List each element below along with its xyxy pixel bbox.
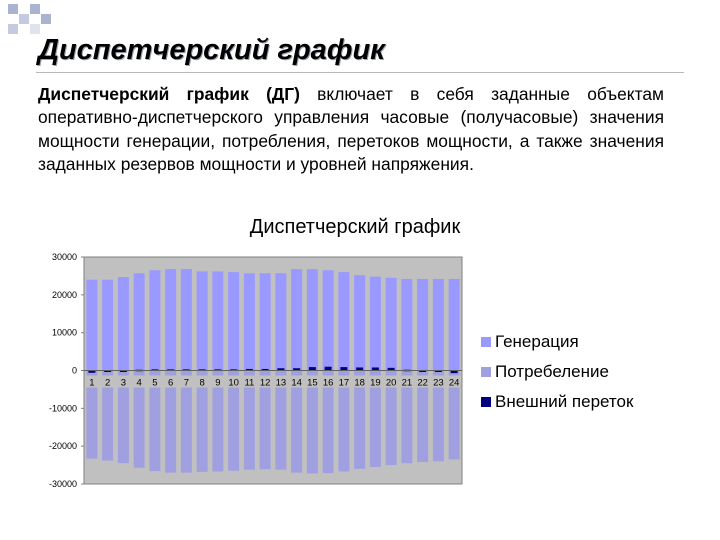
y-tick-label: -10000 (48, 403, 77, 414)
generation-bar (244, 273, 255, 370)
x-tick-label: 22 (417, 377, 428, 389)
y-tick-label: 30000 (51, 252, 77, 262)
x-tick-label: 10 (228, 377, 239, 389)
x-tick-label: 17 (338, 377, 350, 389)
external-flow-bar (325, 367, 332, 371)
generation-bar (370, 277, 381, 371)
x-tick-label: 18 (354, 377, 365, 389)
generation-bar (401, 279, 412, 371)
chart-title: Диспетчерский график (249, 216, 461, 238)
generation-bar (197, 271, 208, 370)
x-tick-label: 24 (448, 377, 460, 389)
x-tick-label: 19 (370, 377, 381, 389)
generation-bar (386, 278, 397, 371)
y-tick-label: 0 (71, 365, 77, 376)
x-tick-label: 7 (183, 377, 190, 389)
generation-bar (307, 269, 318, 370)
external-flow-bar (309, 367, 316, 370)
description-term: Диспетчерский график (ДГ) (38, 84, 300, 104)
y-tick-label: -20000 (48, 441, 77, 452)
slide-title: Диспетчерский график (38, 34, 385, 66)
x-tick-label: 13 (275, 377, 287, 389)
x-tick-label: 16 (322, 377, 334, 389)
generation-bar (433, 279, 444, 371)
x-tick-label: 5 (152, 377, 158, 389)
external-flow-bar (340, 367, 347, 370)
generation-bar (149, 270, 160, 370)
x-tick-label: 2 (104, 377, 111, 389)
x-tick-label: 14 (291, 377, 302, 389)
generation-bar (102, 280, 113, 371)
generation-bar (165, 269, 176, 370)
y-tick-label: 20000 (51, 289, 77, 300)
x-tick-label: 12 (259, 377, 271, 389)
generation-bar (228, 272, 239, 370)
generation-bar (338, 272, 349, 370)
legend-label: Потребеление (495, 362, 609, 381)
y-tick-label: 10000 (51, 327, 77, 338)
x-tick-label: 4 (136, 377, 142, 389)
legend-label: Генерация (495, 332, 579, 351)
generation-bar (134, 273, 145, 370)
legend-swatch (481, 367, 491, 377)
y-tick-label: -30000 (48, 479, 77, 489)
generation-bar (260, 273, 271, 370)
generation-bar (354, 275, 365, 370)
generation-bar (275, 273, 286, 370)
x-tick-label: 6 (167, 377, 174, 389)
x-tick-label: 20 (385, 377, 397, 389)
x-tick-label: 11 (244, 377, 255, 389)
legend-swatch (481, 337, 491, 347)
generation-bar (181, 269, 192, 370)
description-text: включает в себя заданные объектам оперативно-диспетчерского управления часовые (получасовые) значения мощности генерации, потребления, перетоков мощности, а также значения заданных резервов мощности и уровней напряжения. (38, 84, 664, 175)
x-tick-label: 9 (215, 377, 221, 389)
generation-bar (417, 279, 428, 371)
generation-bar (86, 280, 97, 371)
x-tick-label: 21 (401, 377, 413, 389)
x-tick-label: 3 (120, 377, 127, 389)
generation-bar (323, 270, 334, 370)
legend-swatch (481, 397, 491, 407)
x-tick-label: 8 (199, 377, 205, 389)
generation-bar (291, 269, 302, 370)
x-tick-label: 1 (89, 377, 95, 389)
generation-bar (212, 271, 223, 370)
generation-bar (118, 277, 129, 370)
legend-label: Внешний переток (495, 392, 634, 411)
x-tick-label: 23 (433, 377, 444, 389)
generation-bar (449, 279, 460, 371)
x-tick-label: 15 (307, 377, 318, 389)
